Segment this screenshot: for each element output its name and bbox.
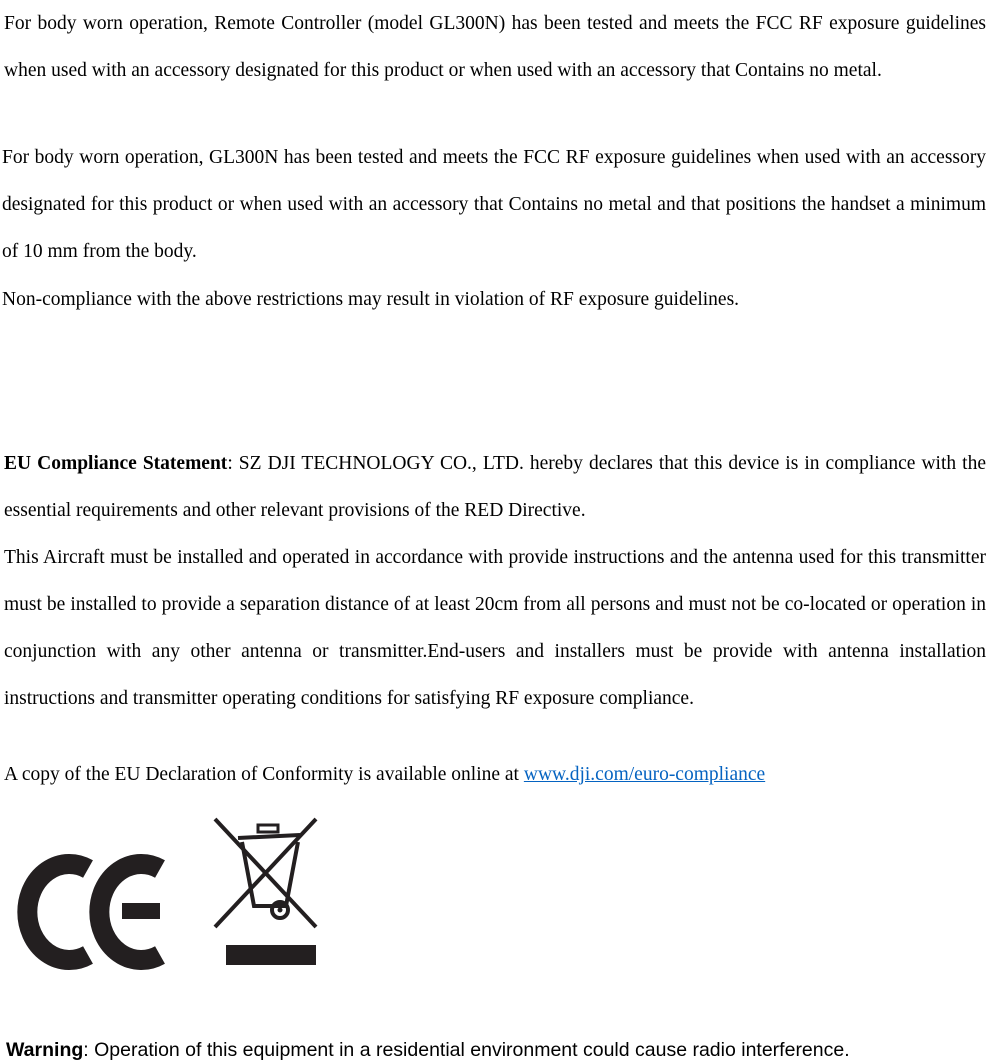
compliance-logos <box>10 815 330 975</box>
declaration-paragraph <box>4 763 986 787</box>
fcc-remote-controller-paragraph: For body worn operation, Remote Controller (model GL300N) has been tested and meets the FCC RF exposure guidelines when used with an accessory designated for this product or when used with an accessory that Contains no metal. <box>4 13 986 81</box>
ce-mark-icon <box>27 864 160 960</box>
fcc-gl300n-paragraph: For body worn operation, GL300N has been tested and meets the FCC RF exposure guidelines when used with an accessory designated for this product or when used with an accessory that Contains no metal and that positions the handset a minimum of 10 mm from the body. <box>2 147 986 262</box>
noncompliance-paragraph: Non-compliance with the above restrictions may result in violation of RF exposure guidelines. <box>2 289 740 310</box>
aircraft-installation-paragraph: This Aircraft must be installed and operated in accordance with provide instructions and the antenna used for this transmitter must be installed to provide a separation distance of at least 20cm from all persons and must not be co-located or operation in conjunction with any other antenna or transmitter.End-users and installers must be provide with antenna installation instructions and transmitter operating conditions for satisfying RF exposure compliance. <box>4 547 986 709</box>
warning-label: Warning <box>6 1039 84 1061</box>
weee-bin-icon <box>215 819 316 965</box>
warning-paragraph <box>6 1038 984 1062</box>
eu-compliance-paragraph <box>4 440 986 534</box>
eu-compliance-heading: EU Compliance Statement <box>4 453 228 474</box>
eu-compliance-text: : SZ DJI TECHNOLOGY CO., LTD. hereby declares that this device is in compliance with the essential requirements and other relevant provisions of the RED Directive. <box>4 453 986 521</box>
warning-text: : Operation of this equipment in a residential environment could cause radio interference. <box>83 1039 850 1061</box>
euro-compliance-link[interactable]: www.dji.com/euro-compliance <box>523 764 766 785</box>
declaration-text: A copy of the EU Declaration of Conformity is available online at <box>4 764 524 785</box>
